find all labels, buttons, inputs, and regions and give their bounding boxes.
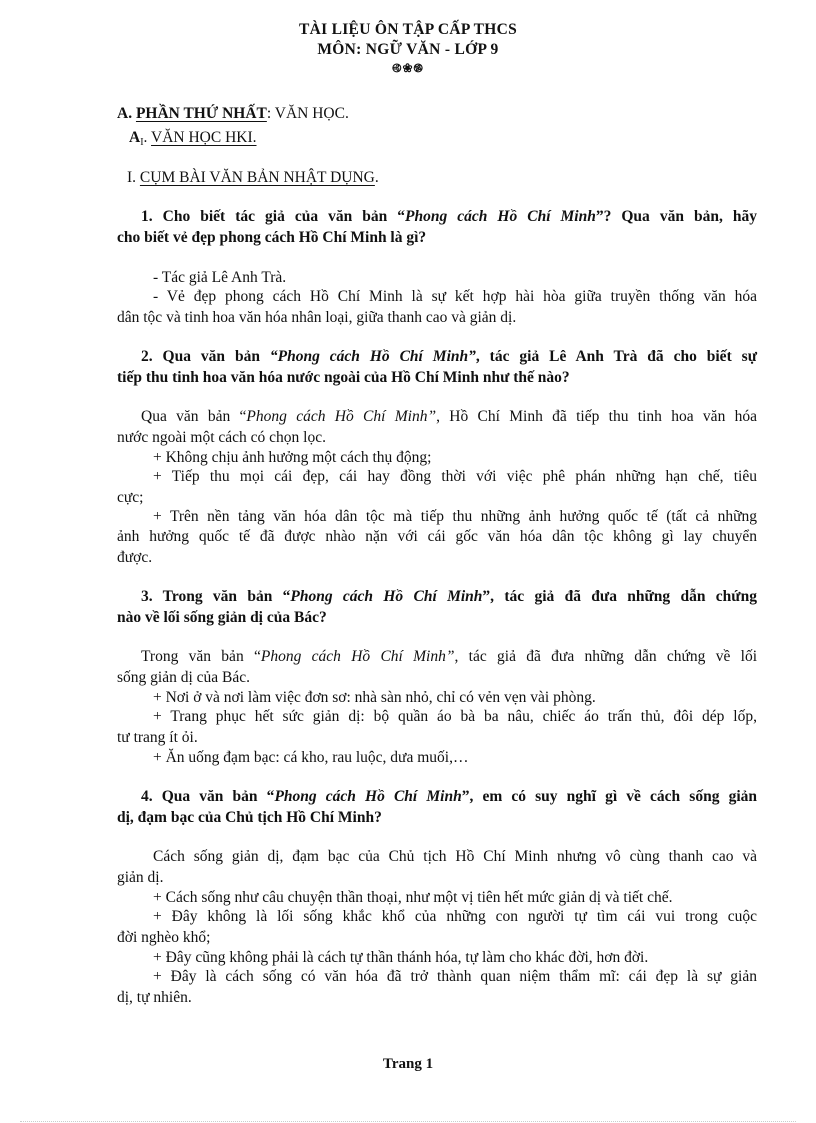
- question-3: [117, 588, 757, 606]
- answer-line: + Không chịu ảnh hưởng một cách thụ động;: [153, 449, 432, 466]
- subpart-title: VĂN HỌC HKI.: [151, 129, 257, 146]
- answer-line: dân tộc và tinh hoa văn hóa nhân loại, giữa thanh cao và giản dị.: [117, 309, 517, 326]
- part-title: PHẦN THỨ NHẤT: [135, 105, 267, 122]
- part-suffix: : VĂN HỌC.: [266, 105, 349, 122]
- question-italic: Phong cách Hồ Chí Minh: [405, 208, 596, 225]
- document-title: TÀI LIỆU ÔN TẬP CẤP THCS: [298, 21, 518, 38]
- answer-line: + Đây cũng không phải là cách tự thần thánh hóa, tự làm cho khác đời, hơn đời.: [153, 949, 649, 966]
- subpart-index: I: [140, 137, 144, 148]
- group-title: CỤM BÀI VĂN BẢN NHẬT DỤNG: [139, 169, 375, 186]
- answer-text: Qua văn bản “: [141, 408, 247, 425]
- question-4: [117, 788, 757, 806]
- group-suffix: .: [374, 169, 379, 186]
- question-2: [117, 348, 757, 366]
- answer-line: ảnh hưởng quốc tế đã được nhào nặn với cái gốc văn hóa dân tộc không gì lay chuyển: [117, 528, 757, 545]
- question-text: ”, tác giả đã đưa những dẫn chứng: [482, 588, 757, 605]
- answer-line: tư trang ít ỏi.: [117, 729, 198, 746]
- answer-line: + Nơi ở và nơi làm việc đơn sơ: nhà sàn nhỏ, chỉ có vẻn vẹn vài phòng.: [153, 689, 596, 706]
- question-text: , tác giả Lê Anh Trà đã cho biết sự: [475, 348, 757, 365]
- question-italic: Phong cách Hồ Chí Minh: [290, 588, 483, 605]
- answer-line: + Trang phục hết sức giản dị: bộ quần áo bà ba nâu, chiếc áo trấn thủ, đôi dép lốp,: [153, 708, 757, 725]
- question-italic: Phong cách Hồ Chí Minh: [274, 788, 462, 805]
- question-1: [117, 208, 757, 226]
- page-break-divider: [20, 1121, 796, 1122]
- answer-line: + Đây không là lối sống khắc khổ của những con người tự tìm cái vui trong cuộc: [153, 908, 757, 925]
- question-text: 2. Qua văn bản: [141, 348, 270, 365]
- answer-line: giản dị.: [117, 869, 164, 886]
- question-text: 3. Trong văn bản “: [141, 588, 291, 605]
- answer-line: - Vẻ đẹp phong cách Hồ Chí Minh là sự kết hợp hài hòa giữa truyền thống văn hóa: [153, 288, 757, 305]
- ornament-icon: ࿋❀࿌: [392, 61, 424, 75]
- question-italic: “Phong cách Hồ Chí Minh”: [269, 348, 476, 365]
- answer-line: cực;: [117, 489, 144, 506]
- answer-line: + Đây là cách sống có văn hóa đã trở thành quan niệm thẩm mĩ: cái đẹp là sự giản: [153, 968, 757, 985]
- answer-line: + Cách sống như câu chuyện thần thoại, như một vị tiên hết mức giản dị và tiết chế.: [153, 889, 673, 906]
- subpart-label: A: [129, 129, 141, 146]
- subpart-heading: $A_I$. VĂN HỌC HKI.: [129, 129, 257, 148]
- answer-line: được.: [117, 549, 153, 566]
- answer-intro: [117, 408, 757, 426]
- question-2-line2: tiếp thu tinh hoa văn hóa nước ngoài của Hồ Chí Minh như thế nào?: [117, 369, 570, 386]
- question-3-line2: nào về lối sống giản dị của Bác?: [117, 609, 327, 626]
- group-label: I.: [127, 169, 137, 186]
- answer-line: đời nghèo khổ;: [117, 929, 211, 946]
- answer-italic: Phong cách Hồ Chí Minh”: [260, 648, 455, 665]
- answer-intro: [117, 648, 757, 666]
- answer-line: sống giản dị của Bác.: [117, 669, 251, 686]
- answer-line: - Tác giả Lê Anh Trà.: [153, 269, 287, 286]
- question-text: ”, em có suy nghĩ gì về cách sống giản: [461, 788, 758, 805]
- question-text: 1. Cho biết tác giả của văn bản “: [141, 208, 406, 225]
- answer-text: , tác giả đã đưa những dẫn chứng về lối: [454, 648, 758, 665]
- answer-text: Trong văn bản “: [141, 648, 261, 665]
- document-header: [0, 20, 816, 76]
- question-1-line2: cho biết vẻ đẹp phong cách Hồ Chí Minh là gì?: [117, 229, 427, 246]
- part-label: A.: [117, 105, 133, 122]
- answer-line: Cách sống giản dị, đạm bạc của Chủ tịch Hồ Chí Minh nhưng vô cùng thanh cao và: [153, 848, 757, 865]
- answer-line: + Tiếp thu mọi cái đẹp, cái hay đồng thời với việc phê phán những hạn chế, tiêu: [153, 468, 757, 485]
- document-subtitle: MÔN: NGỮ VĂN - LỚP 9: [317, 41, 499, 58]
- answer-line: nước ngoài một cách có chọn lọc.: [117, 429, 326, 446]
- answer-line: + Ăn uống đạm bạc: cá kho, rau luộc, dưa muối,…: [153, 749, 469, 766]
- group-heading: [127, 168, 379, 188]
- question-text: ”? Qua văn bản, hãy: [595, 208, 757, 225]
- page-number: Trang 1: [382, 1056, 434, 1072]
- answer-text: , Hồ Chí Minh đã tiếp thu tinh hoa văn hóa: [436, 408, 758, 425]
- answer-italic: Phong cách Hồ Chí Minh”: [246, 408, 437, 425]
- answer-line: dị, tự nhiên.: [117, 989, 192, 1006]
- part-heading: [117, 104, 349, 124]
- question-4-line2: dị, đạm bạc của Chủ tịch Hồ Chí Minh?: [117, 809, 382, 826]
- question-text: 4. Qua văn bản “: [141, 788, 275, 805]
- answer-line: + Trên nền tảng văn hóa dân tộc mà tiếp thu những ảnh hưởng quốc tế (tất cả những: [153, 508, 757, 525]
